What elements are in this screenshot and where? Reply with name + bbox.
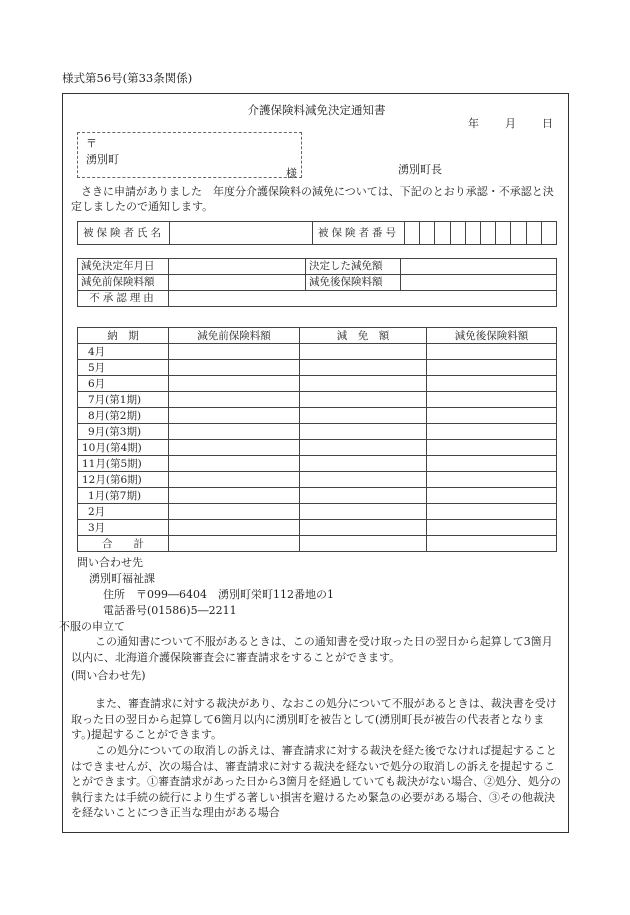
schedule-header-reduction: 減 免 額: [300, 328, 427, 344]
schedule-row: [78, 344, 557, 360]
contact-address: 住所 〒099―6404 湧別町栄町112番地の1: [103, 588, 334, 601]
appeal-paragraph-3: この処分についての取消しの訴えは、審査請求に対する裁決を経た後でなければ提起することはできませんが、次の場合は、審査請求に対する裁決を経ないで処分の取消しの訴えを提起することができます。①審査請求があった日から3箇月を経過していても裁決がない場合、②処分、処分の執行または手続の続行により生ずる著しい損害を避けるため緊急の必要がある場合、③その他裁決を経ないことにつき正当な理由がある場合: [71, 744, 562, 819]
schedule-row: [78, 456, 557, 472]
document-title: 介護保険料減免決定通知書: [247, 103, 386, 117]
schedule-row: [78, 360, 557, 376]
insured-number-digit: [450, 222, 465, 245]
appeal-heading: 不服の申立て: [59, 620, 125, 633]
insured-number-digit: [526, 222, 541, 245]
schedule-row: [78, 472, 557, 488]
schedule-header-before: 減免前保険料額: [169, 328, 300, 344]
recipient-honorific: 様: [286, 167, 297, 180]
after-amount-cell: [401, 275, 557, 291]
form-number: 様式第56号(第33条関係): [62, 71, 193, 85]
period-label: 4月: [78, 344, 169, 360]
schedule-row: [78, 408, 557, 424]
period-label: 2月: [78, 504, 169, 520]
schedule-table: [77, 327, 557, 552]
period-label: 11月(第5期): [78, 456, 169, 472]
issuer-mayor: 湧別町長: [398, 163, 442, 176]
schedule-row: [78, 376, 557, 392]
decision-date-label: 減免決定年月日: [78, 259, 169, 275]
before-amount-cell: [169, 275, 306, 291]
intro-text: さきに申請がありました 年度分介護保険料の減免については、下記のとおり承認・不承認と決定しましたので通知します。: [71, 185, 554, 213]
notice-frame: [59, 93, 569, 833]
reason-cell: [169, 291, 557, 307]
schedule-header-after: 減免後保険料額: [427, 328, 557, 344]
total-label: 合 計: [78, 536, 169, 552]
period-label: 10月(第4期): [78, 440, 169, 456]
insured-name-label: 被保険者氏名: [78, 222, 170, 245]
period-label: 5月: [78, 360, 169, 376]
schedule-row: [78, 520, 557, 536]
decision-amount-label: 決定した減免額: [306, 259, 401, 275]
before-amount-label: 減免前保険料額: [78, 275, 169, 291]
period-label: 1月(第7期): [78, 488, 169, 504]
period-label: 12月(第6期): [78, 472, 169, 488]
decision-table: [77, 258, 557, 307]
period-label: 6月: [78, 376, 169, 392]
appeal-paragraph-2: また、審査請求に対する裁決があり、なおこの処分について不服があるときは、裁決書を受け取った日の翌日から起算して6箇月以内に湧別町を被告として(湧別町長が被告の代表者となります。)提起することができます。: [71, 697, 557, 741]
schedule-header-period: 納 期: [78, 328, 169, 344]
contact-heading: 問い合わせ先: [77, 556, 143, 569]
insured-number-digit: [481, 222, 496, 245]
schedule-total-row: [78, 536, 557, 552]
insured-number-digit: [435, 222, 450, 245]
after-amount-label: 減免後保険料額: [306, 275, 401, 291]
month-label: 月: [505, 117, 516, 130]
decision-amount-cell: [401, 259, 557, 275]
schedule-row: [78, 440, 557, 456]
decision-date-cell: [169, 259, 306, 275]
insured-number-label: 被保険者番号: [312, 222, 404, 245]
insured-name-cell: [170, 222, 313, 245]
contact-dept: 湧別町福祉課: [89, 572, 155, 585]
insured-number-digit: [496, 222, 511, 245]
period-label: 7月(第1期): [78, 392, 169, 408]
year-label: 年: [468, 117, 479, 130]
reason-label: 不承認理由: [78, 291, 169, 307]
contact-phone: 電話番号(01586)5―2211: [103, 604, 237, 617]
insured-number-digit: [405, 222, 420, 245]
insured-table: [77, 221, 557, 245]
schedule-row: [78, 392, 557, 408]
period-label: 3月: [78, 520, 169, 536]
insured-number-digit: [465, 222, 480, 245]
recipient-address-box: [77, 132, 302, 178]
appeal-contact-note: (問い合わせ先): [71, 669, 146, 682]
date-line: [468, 115, 579, 131]
period-label: 9月(第3期): [78, 424, 169, 440]
insured-number-digit: [541, 222, 556, 245]
period-label: 8月(第2期): [78, 408, 169, 424]
insured-number-digit: [420, 222, 435, 245]
day-label: 日: [542, 117, 553, 130]
schedule-row: [78, 488, 557, 504]
appeal-paragraph-1: この通知書について不服があるときは、この通知書を受け取った日の翌日から起算して3箇月以内に、北海道介護保険審査会に審査請求をすることができます。: [71, 635, 553, 664]
postal-mark: 〒: [86, 137, 97, 150]
schedule-row: [78, 504, 557, 520]
schedule-row: [78, 424, 557, 440]
insured-number-digit: [511, 222, 526, 245]
recipient-town: 湧別町: [86, 153, 119, 166]
